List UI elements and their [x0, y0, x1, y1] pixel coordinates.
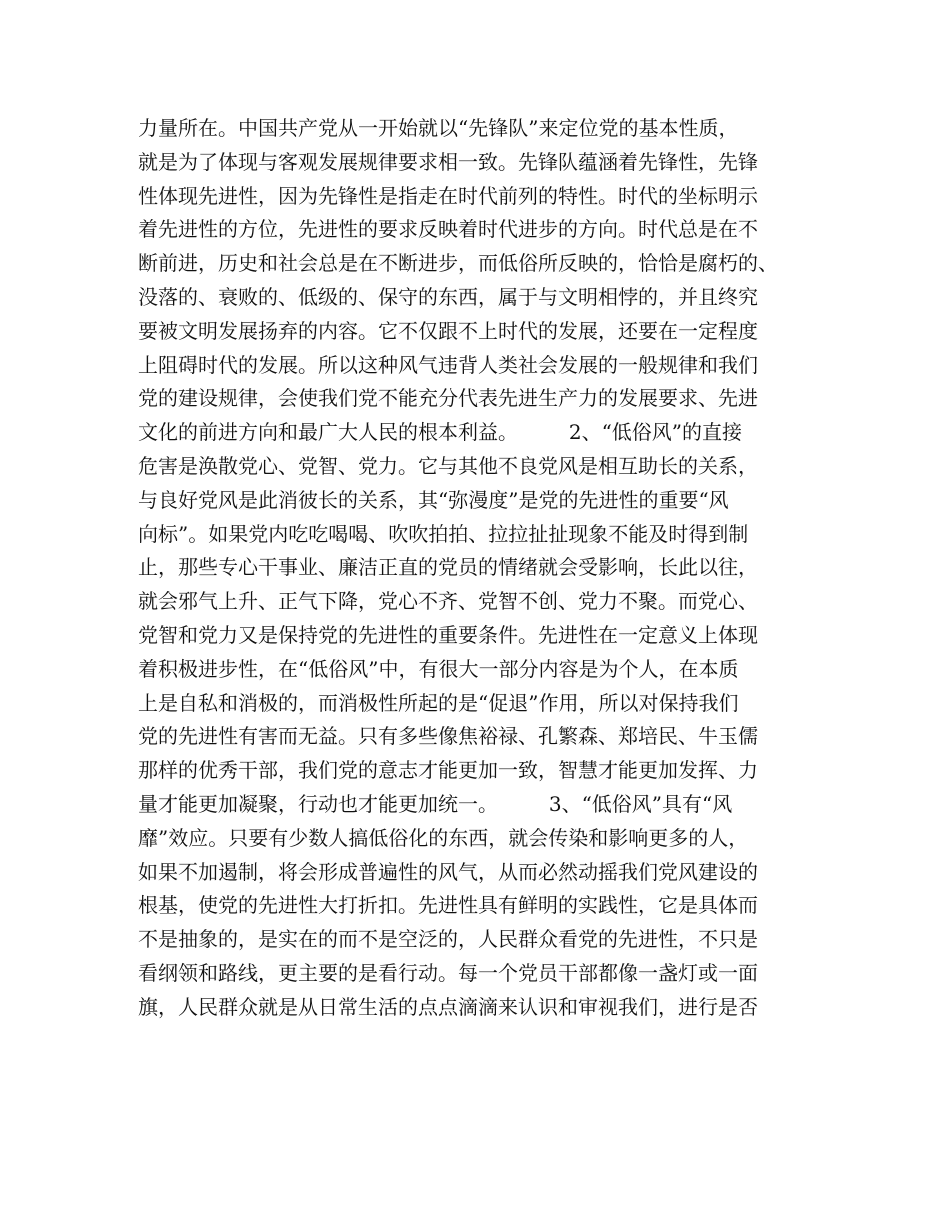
text-line: 文化的前进方向和最广大人民的根本利益。 2、“低俗风”的直接 — [138, 420, 743, 445]
text-line: 量才能更加凝聚，行动也才能更加统一。 3、“低俗风”具有“风 — [138, 791, 733, 816]
text-line: 如果不加遏制，将会形成普遍性的风气，从而必然动摇我们党风建设的 — [138, 859, 758, 884]
text-line: 危害是涣散党心、党智、党力。它与其他不良党风是相互助长的关系， — [138, 453, 758, 478]
text-line: 断前进，历史和社会总是在不断进步，而低俗所反映的，恰恰是腐朽的、 — [138, 251, 778, 276]
text-line: 要被文明发展扬弃的内容。它不仅跟不上时代的发展，还要在一定程度 — [138, 318, 758, 343]
text-line: 向标”。如果党内吃吃喝喝、吹吹拍拍、拉拉扯扯现象不能及时得到制 — [138, 521, 749, 546]
text-line: 就是为了体现与客观发展规律要求相一致。先锋队蕴涵着先锋性，先锋 — [138, 149, 758, 174]
body-text — [138, 112, 828, 1025]
text-line: 不是抽象的，是实在的而不是空泛的，人民群众看党的先进性，不只是 — [138, 927, 758, 952]
text-line: 与良好党风是此消彼长的关系，其“弥漫度”是党的先进性的重要“风 — [138, 487, 729, 512]
text-line: 党的建设规律，会使我们党不能充分代表先进生产力的发展要求、先进 — [138, 386, 758, 411]
text-line: 就会邪气上升、正气下降，党心不齐、党智不创、党力不聚。而党心、 — [138, 589, 758, 614]
text-line: 党智和党力又是保持党的先进性的重要条件。先进性在一定意义上体现 — [138, 622, 758, 647]
text-line: 着积极进步性，在“低俗风”中，有很大一部分内容是为个人，在本质 — [138, 656, 739, 681]
text-line: 上阻碍时代的发展。所以这种风气违背人类社会发展的一般规律和我们 — [138, 352, 758, 377]
text-line: 靡”效应。只要有少数人搞低俗化的东西，就会传染和影响更多的人， — [138, 825, 749, 850]
text-line: 着先进性的方位，先进性的要求反映着时代进步的方向。时代总是在不 — [138, 217, 758, 242]
text-line: 旗，人民群众就是从日常生活的点点滴滴来认识和审视我们，进行是否 — [138, 994, 758, 1019]
text-line: 没落的、衰败的、低级的、保守的东西，属于与文明相悖的，并且终究 — [138, 284, 758, 309]
text-line: 看纲领和路线，更主要的是看行动。每一个党员干部都像一盏灯或一面 — [138, 960, 758, 985]
text-line: 上是自私和消极的，而消极性所起的是“促退”作用，所以对保持我们 — [138, 690, 739, 715]
text-line: 性体现先进性，因为先锋性是指走在时代前列的特性。时代的坐标明示 — [138, 183, 758, 208]
text-line: 那样的优秀干部，我们党的意志才能更加一致，智慧才能更加发挥、力 — [138, 758, 758, 783]
text-line: 力量所在。中国共产党从一开始就以“先锋队”来定位党的基本性质， — [138, 116, 739, 140]
text-line: 党的先进性有害而无益。只有多些像焦裕禄、孔繁森、郑培民、牛玉儒 — [138, 724, 758, 749]
text-line: 止，那些专心干事业、廉洁正直的党员的情绪就会受影响，长此以往， — [138, 555, 758, 580]
text-line: 根基，使党的先进性大打折扣。先进性具有鲜明的实践性，它是具体而 — [138, 893, 758, 918]
